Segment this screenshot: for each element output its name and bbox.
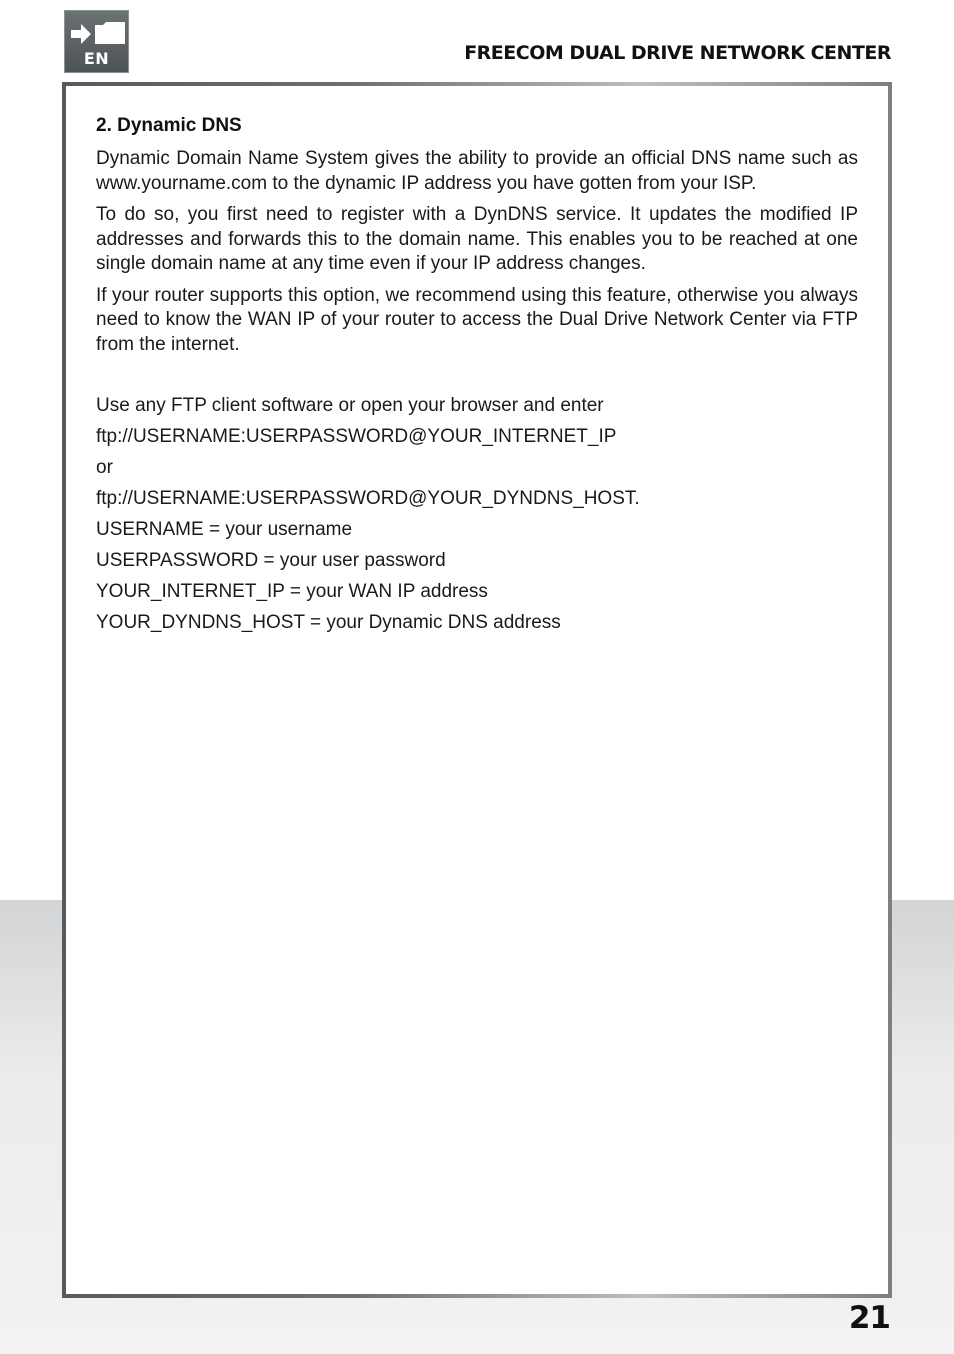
instruction-line: Use any FTP client software or open your browser and enter bbox=[96, 395, 604, 416]
content-frame bbox=[62, 82, 892, 1298]
definition-userpassword: USERPASSWORD = your user password bbox=[96, 550, 446, 571]
arrow-into-folder-icon bbox=[69, 19, 127, 49]
language-code: EN bbox=[83, 49, 110, 68]
paragraph-intro: Dynamic Domain Name System gives the ability to provide an official DNS name such as www.yourname.com to the dynamic IP address you have gotten from your ISP. bbox=[96, 148, 858, 194]
definition-dyndns-host: YOUR_DYNDNS_HOST = your Dynamic DNS address bbox=[96, 612, 561, 633]
spacer bbox=[96, 364, 858, 394]
definition-username: USERNAME = your username bbox=[96, 519, 353, 540]
content-area bbox=[66, 86, 888, 1294]
definition-internet-ip: YOUR_INTERNET_IP = your WAN IP address bbox=[96, 581, 488, 602]
paragraph-router: If your router supports this option, we recommend using this feature, otherwise you always need to know the WAN IP of your router to access the Dual Drive Network Center via FTP from the internet. bbox=[96, 284, 858, 355]
section-heading: 2. Dynamic DNS bbox=[96, 115, 242, 136]
language-badge bbox=[64, 10, 129, 73]
ftp-url-dyndns-host: ftp://USERNAME:USERPASSWORD@YOUR_DYNDNS_HOST. bbox=[96, 488, 640, 509]
page-number: 21 bbox=[848, 1300, 890, 1336]
paragraph-register: To do so, you first need to register with a DynDNS service. It updates the modified IP addresses and forwards this to the domain name. This enables you to be reached at one single domain name at any time even if your IP address changes. bbox=[96, 204, 858, 274]
or-separator: or bbox=[96, 457, 113, 478]
ftp-url-internet-ip: ftp://USERNAME:USERPASSWORD@YOUR_INTERNET_IP bbox=[96, 426, 617, 447]
document-title: FREECOM DUAL DRIVE NETWORK CENTER bbox=[464, 42, 891, 64]
